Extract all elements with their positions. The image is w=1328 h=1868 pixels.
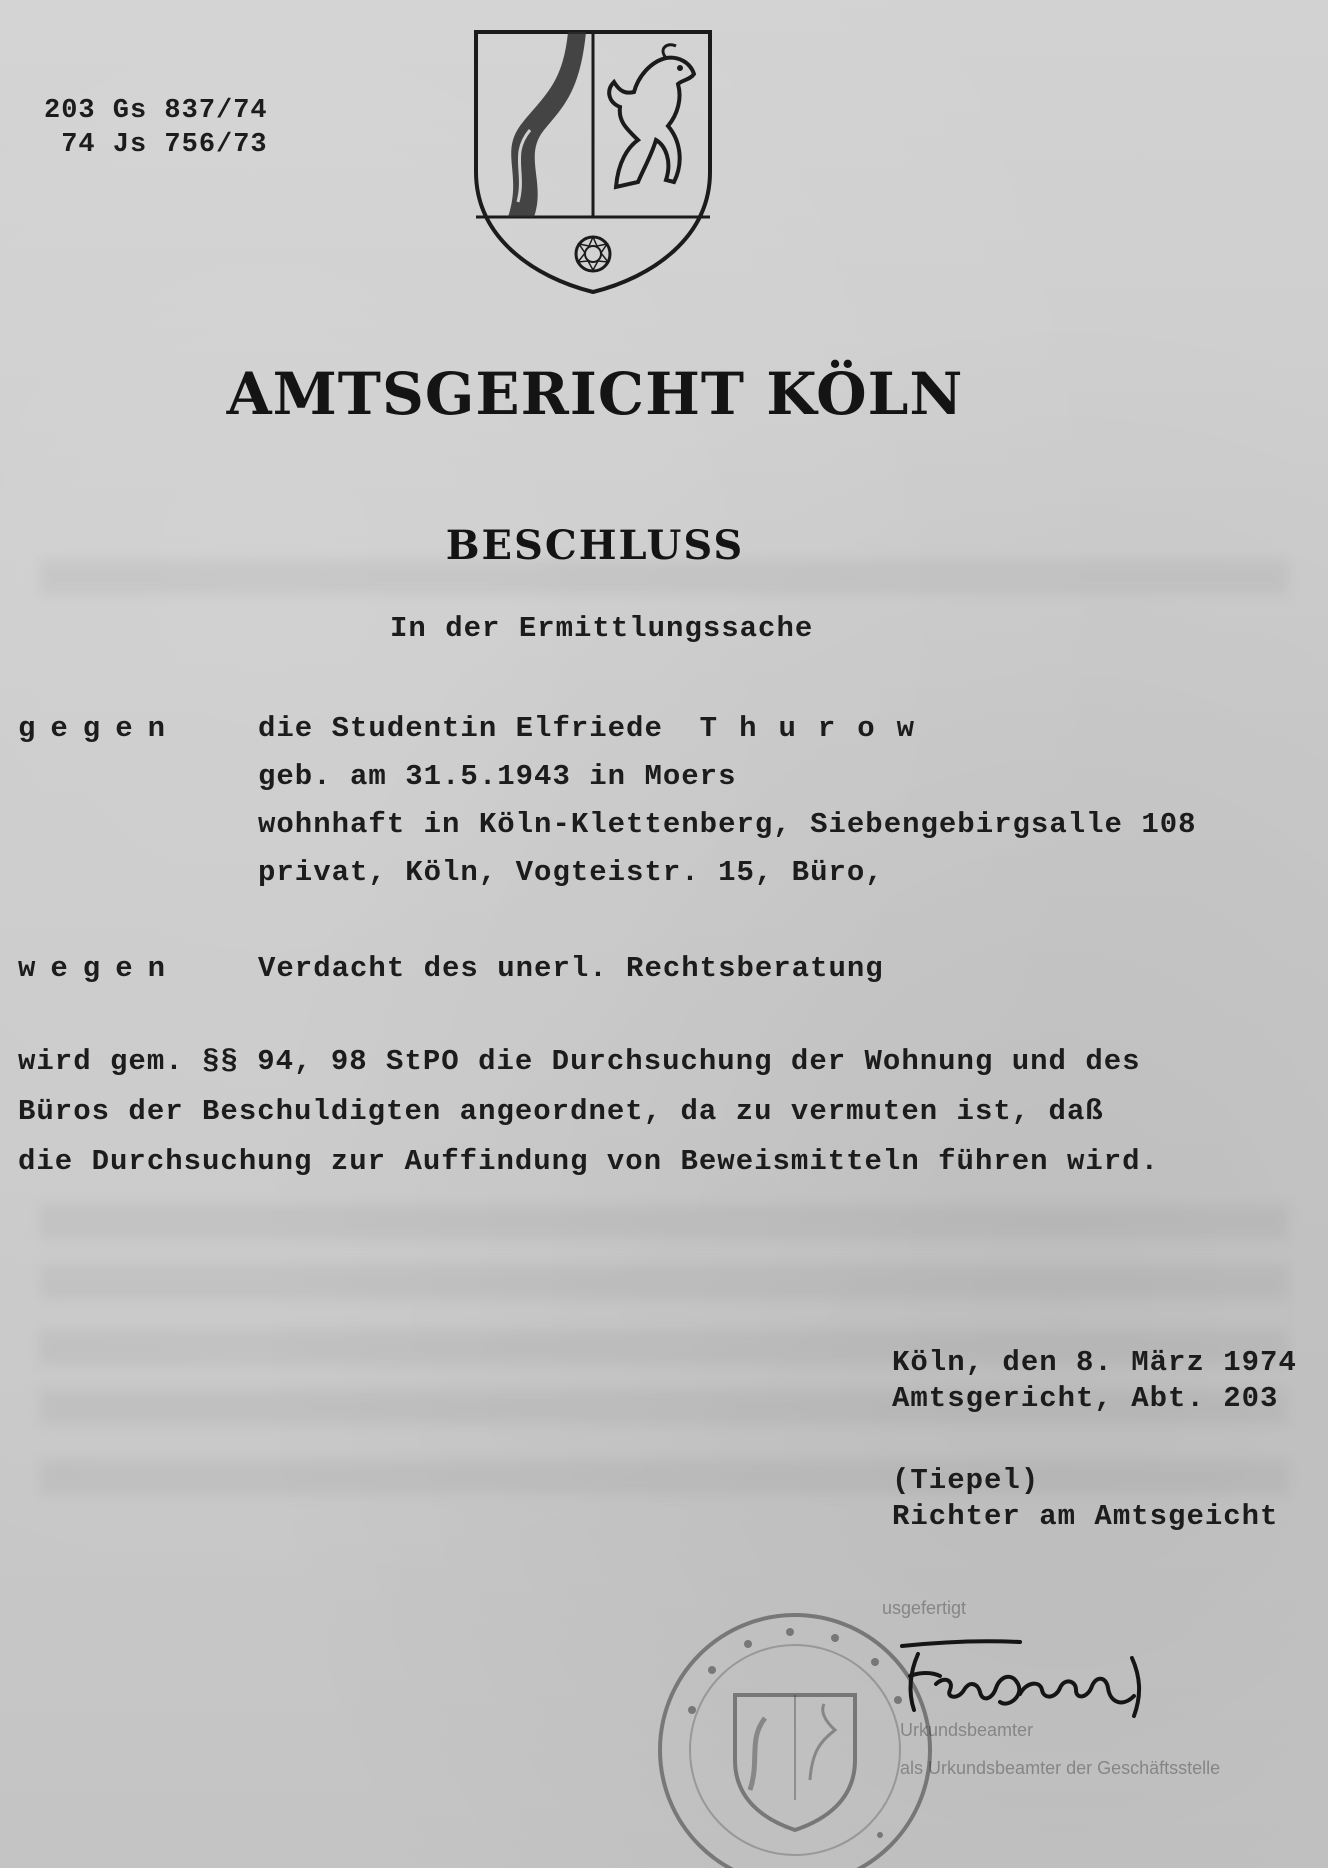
certification-line-1: usgefertigt <box>882 1598 967 1618</box>
document-title: BESCHLUSS <box>445 522 745 569</box>
document-subtitle: In der Ermittlungssache <box>390 612 814 645</box>
ruling-line-3: die Durchsuchung zur Auffindung von Beweismitteln führen wird. <box>18 1145 1159 1178</box>
because-text: Verdacht des unerl. Rechtsberatung <box>258 952 884 985</box>
bleed-through-band <box>40 1460 1288 1494</box>
certification-line-3: als Urkundsbeamter der Geschäftsstelle <box>900 1758 1221 1778</box>
against-line-4: privat, Köln, Vogteistr. 15, Büro, <box>258 856 884 889</box>
court-department: Amtsgericht, Abt. 203 <box>892 1382 1279 1415</box>
signature-icon <box>900 1632 1160 1718</box>
against-line-3: wohnhaft in Köln-Klettenberg, Siebengebirgsalle 108 <box>258 808 1197 841</box>
ruling-line-2: Büros der Beschuldigten angeordnet, da zu vermuten ist, daß <box>18 1095 1104 1128</box>
bleed-through-band <box>40 1265 1288 1299</box>
court-name: AMTSGERICHT KÖLN <box>226 360 964 428</box>
place-date: Köln, den 8. März 1974 <box>892 1346 1297 1379</box>
because-label: wegen <box>18 952 181 985</box>
against-line-2: geb. am 31.5.1943 in Moers <box>258 760 737 793</box>
bleed-through-band <box>40 1205 1288 1239</box>
judge-title: Richter am Amtsgeicht <box>892 1500 1279 1533</box>
surname-spaced: Thurow <box>699 712 937 745</box>
coat-of-arms-icon <box>468 22 718 297</box>
against-label: gegen <box>18 712 181 745</box>
reference-number-2: 74 Js 756/73 <box>44 130 268 160</box>
reference-number-1: 203 Gs 837/74 <box>44 96 268 126</box>
against-line-1: die Studentin Elfriede Thurow <box>258 712 937 745</box>
certification-line-2: Urkundsbeamter <box>900 1720 1034 1740</box>
ruling-line-1: wird gem. §§ 94, 98 StPO die Durchsuchung der Wohnung und des <box>18 1045 1141 1078</box>
judge-name: (Tiepel) <box>892 1464 1040 1497</box>
